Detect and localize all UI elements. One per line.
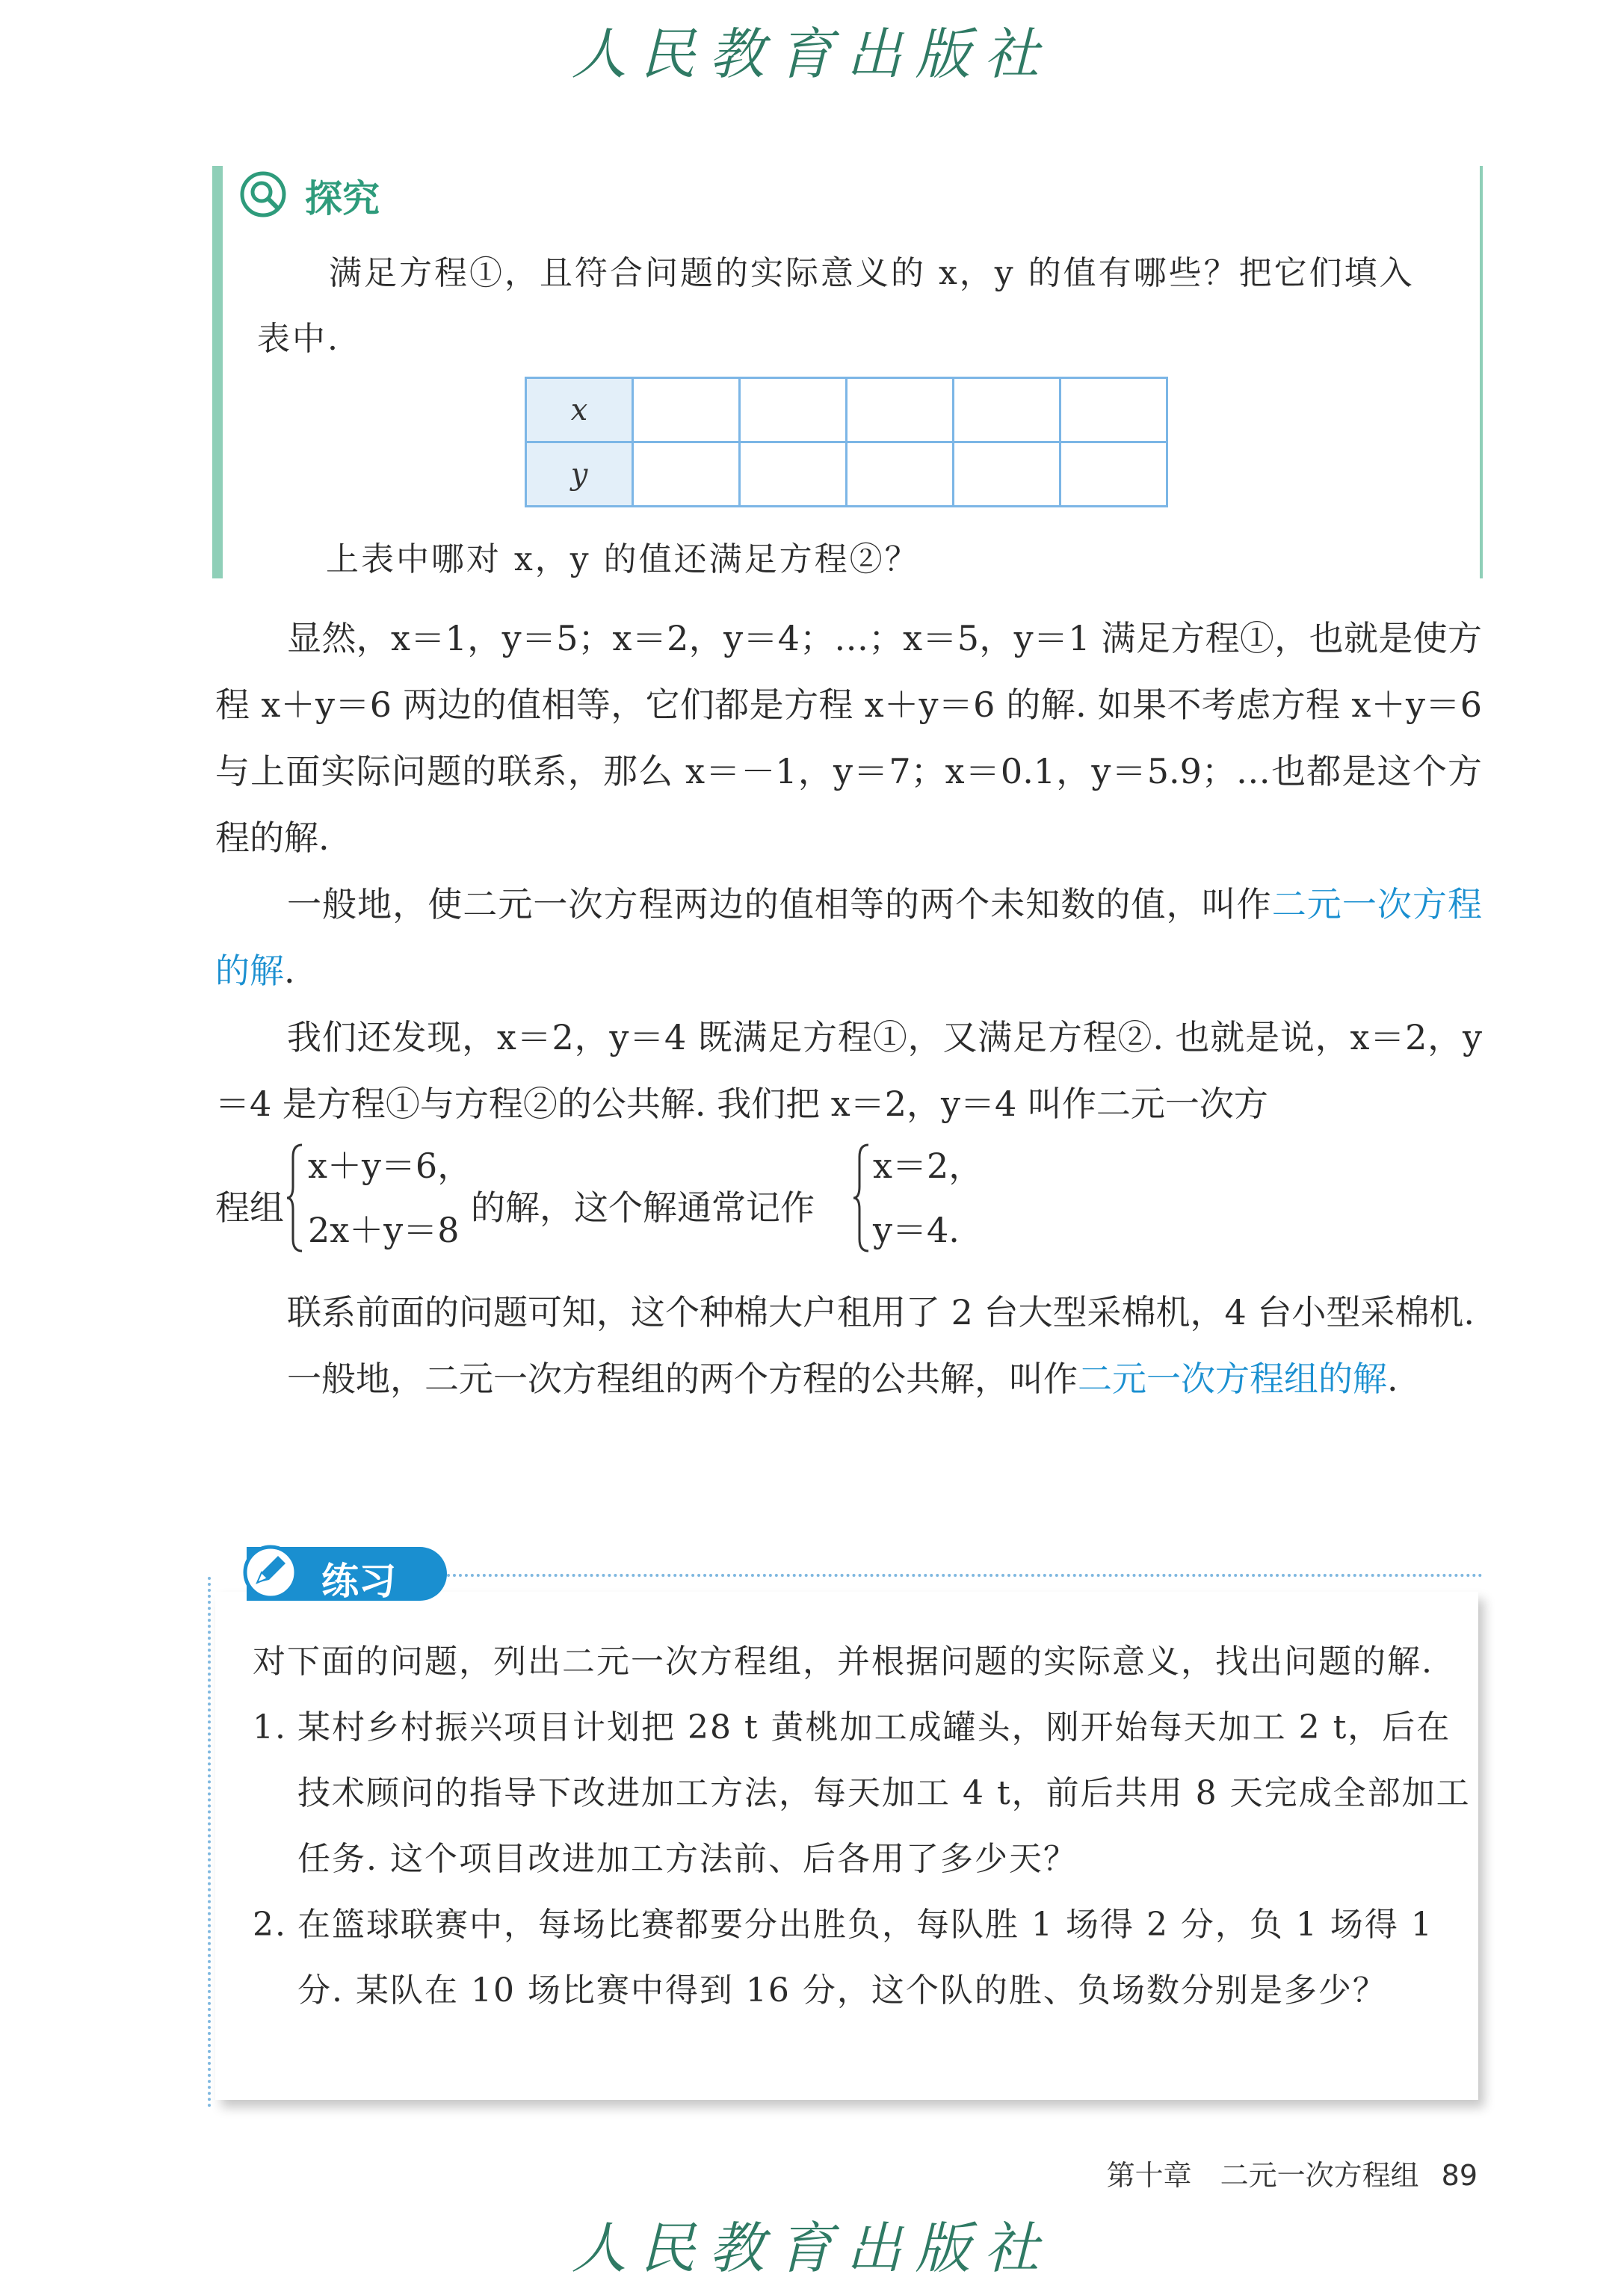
term-equation-solution: 二元一次方程的解 xyxy=(215,884,1483,991)
table-cell xyxy=(633,442,740,507)
text: . xyxy=(284,951,295,991)
table-cell xyxy=(633,378,740,442)
table-cell xyxy=(847,442,954,507)
table-cell xyxy=(740,378,847,442)
main-text-2 xyxy=(215,1279,1482,1412)
item-number: 2. xyxy=(253,1906,287,1944)
divider xyxy=(208,1577,211,2107)
practice-title: 练习 xyxy=(321,1560,396,1603)
practice-intro: 对下面的问题，列出二元一次方程组，并根据问题的实际意义，找出问题的解. xyxy=(253,1643,1433,1681)
item-number: 1. xyxy=(253,1708,287,1746)
table-cell xyxy=(1060,378,1167,442)
divider xyxy=(447,1574,1483,1577)
explore-box xyxy=(212,166,1483,578)
table-row-label-y: y xyxy=(526,442,633,507)
paragraph-solutions: 显然，x＝1，y＝5；x＝2，y＝4；…；x＝5，y＝1 满足方程①，也就是使方程 x＋y＝6 两边的值相等，它们都是方程 x＋y＝6 的解. 如果不考虑方程 x＋y＝6 与上面实际问题的联系，那么 x＝－1，y＝7；x＝0.1，y＝5.9；…也都是这个方程的解. xyxy=(215,618,1482,858)
paragraph-definition-solution xyxy=(215,871,1482,1004)
item-text: 在篮球联赛中，每场比赛都要分出胜负，每队胜 1 场得 2 分，负 1 场得 1 分. 某队在 10 场比赛中得到 16 分，这个队的胜、负场数分别是多少？ xyxy=(297,1906,1433,2010)
table-cell xyxy=(847,378,954,442)
publisher-watermark-bottom: 人民教育出版社 xyxy=(571,2217,1053,2281)
system-equation-2: 2x＋y＝8 xyxy=(308,1210,460,1250)
explore-right-bar xyxy=(1480,166,1483,578)
table-cell xyxy=(1060,442,1167,507)
value-table xyxy=(525,377,1168,507)
text: 一般地，二元一次方程组的两个方程的公共解，叫作 xyxy=(287,1359,1078,1399)
system-equation-1: x＋y＝6， xyxy=(308,1146,472,1186)
table-row-label-x: x xyxy=(526,378,633,442)
explore-paragraph: 满足方程①，且符合问题的实际意义的 x，y 的值有哪些？把它们填入表中. xyxy=(257,254,1415,358)
left-brace-icon xyxy=(852,1142,871,1254)
item-text: 某村乡村振兴项目计划把 28 t 黄桃加工成罐头，刚开始每天加工 2 t，后在技术顾问的指导下改进加工方法，每天加工 4 t，前后共用 8 天完成全部加工任务. 这个项目改进加工方法前、后各用了多少天？ xyxy=(297,1708,1471,1878)
text: . xyxy=(1387,1359,1398,1399)
equation-system-line xyxy=(215,1134,1482,1261)
page-number: 89 xyxy=(1441,2159,1478,2192)
table-row xyxy=(526,378,1167,442)
term-system-solution: 二元一次方程组的解 xyxy=(1078,1359,1387,1399)
paragraph-definition-system-solution xyxy=(215,1346,1482,1412)
table-cell xyxy=(740,442,847,507)
table-cell xyxy=(954,378,1060,442)
paragraph-common-solution: 我们还发现，x＝2，y＝4 既满足方程①，又满足方程②. 也就是说，x＝2，y＝4 是方程①与方程②的公共解. 我们把 x＝2，y＝4 叫作二元一次方 xyxy=(215,1017,1482,1124)
main-text xyxy=(215,605,1482,1137)
text: 一般地，使二元一次方程两边的值相等的两个未知数的值，叫作 xyxy=(287,884,1272,924)
list-item xyxy=(253,1695,1471,1892)
list-item xyxy=(253,1892,1471,2024)
pencil-icon xyxy=(242,1544,299,1601)
explore-left-bar xyxy=(212,166,223,578)
solution-equation-2: y＝4. xyxy=(873,1210,960,1250)
publisher-watermark-top: 人民教育出版社 xyxy=(571,22,1053,87)
text: 程组 xyxy=(215,1187,284,1228)
paragraph-conclusion: 联系前面的问题可知，这个种棉大户租用了 2 台大型采棉机，4 台小型采棉机. xyxy=(287,1292,1475,1332)
magnifier-icon xyxy=(239,170,287,218)
explore-question: 上表中哪对 x，y 的值还满足方程②？ xyxy=(326,540,920,578)
chapter-label: 第十章 二元一次方程组 xyxy=(1106,2159,1419,2192)
left-brace-icon xyxy=(285,1142,305,1254)
page-footer xyxy=(1107,2152,1478,2193)
practice-content xyxy=(253,1629,1471,2024)
table-row xyxy=(526,442,1167,507)
table-cell xyxy=(954,442,1060,507)
solution-equation-1: x＝2， xyxy=(873,1146,984,1186)
text: 的解，这个解通常记作 xyxy=(471,1187,815,1228)
explore-title: 探究 xyxy=(305,177,380,220)
